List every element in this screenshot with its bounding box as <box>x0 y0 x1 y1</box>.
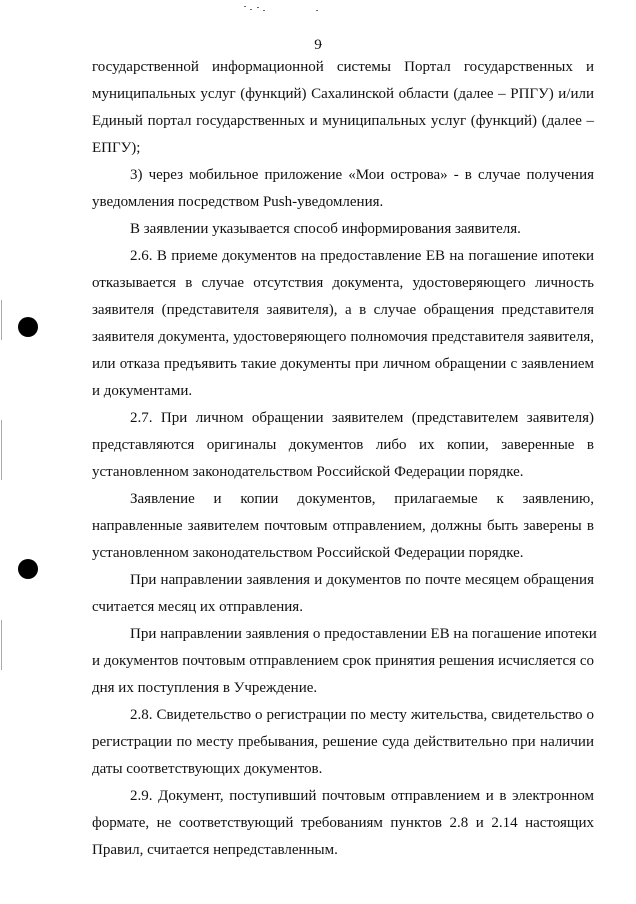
text-line: При направлении заявления о предоставлении ЕВ на погашение ипотеки <box>130 626 597 642</box>
scan-speck <box>244 6 246 7</box>
text-line: формате, не соответствующий требованиям пунктов 2.8 и 2.14 настоящих <box>92 815 594 831</box>
scan-edge <box>1 300 2 340</box>
text-line: 2.8. Свидетельство о регистрации по месту жительства, свидетельство о <box>130 707 594 723</box>
text-line: Правил, считается непредставленным. <box>92 842 338 858</box>
text-line: даты соответствующих документов. <box>92 761 323 777</box>
punch-hole <box>18 559 38 579</box>
text-line: и документов почтовым отправлением срок принятия решения исчисляется со <box>92 653 594 669</box>
text-line: Заявление и копии документов, прилагаемые к заявлению, <box>130 491 594 507</box>
text-line: представляются оригиналы документов либо их копии, заверенные в <box>92 437 594 453</box>
text-line: ЕПГУ); <box>92 140 141 156</box>
text-line: и документами. <box>92 383 193 399</box>
text-line: 2.7. При личном обращении заявителем (представителем заявителя) <box>130 410 594 426</box>
text-line: дня их поступления в Учреждение. <box>92 680 318 696</box>
text-line: направленные заявителем почтовым отправлением, должны быть заверены в <box>92 518 594 534</box>
text-line: уведомления посредством Push-уведомления. <box>92 194 384 210</box>
text-line: муниципальных услуг (функций) Сахалинской области (далее – РПГУ) и/или <box>92 86 594 102</box>
text-line: регистрации по месту пребывания, решение суда действительно при наличии <box>92 734 594 750</box>
page-number: 9 <box>314 37 322 53</box>
text-line: Единый портал государственных и муниципальных услуг (функций) (далее – <box>92 113 594 129</box>
text-line: считается месяц их отправления. <box>92 599 303 615</box>
scan-speck <box>257 7 259 8</box>
scan-edge <box>1 420 2 480</box>
text-line: 3) через мобильное приложение «Мои острова» - в случае получения <box>130 167 594 183</box>
text-line: заявителя (представителя заявителя), а в случае обращения представителя <box>92 302 594 318</box>
punch-hole <box>18 317 38 337</box>
text-line: 2.9. Документ, поступивший почтовым отправлением и в электронном <box>130 788 594 804</box>
text-line: установленном законодательством Российской Федерации порядке. <box>92 464 524 480</box>
text-line: 2.6. В приеме документов на предоставление ЕВ на погашение ипотеки <box>130 248 594 264</box>
text-line: отказывается в случае отсутствия документа, удостоверяющего личность <box>92 275 594 291</box>
scan-speck <box>250 9 252 10</box>
scan-speck <box>316 10 318 11</box>
text-line: или отказа предъявить такие документы при личном обращении с заявлением <box>92 356 594 372</box>
text-line: При направлении заявления и документов по почте месяцем обращения <box>130 572 594 588</box>
scan-speck <box>263 10 265 11</box>
text-line: установленном законодательством Российской Федерации порядке. <box>92 545 524 561</box>
scan-edge <box>1 620 2 670</box>
text-line: государственной информационной системы Портал государственных и <box>92 59 594 75</box>
text-line: В заявлении указывается способ информирования заявителя. <box>130 221 521 237</box>
text-line: заявителя документа, удостоверяющего полномочия представителя заявителя, <box>92 329 594 345</box>
